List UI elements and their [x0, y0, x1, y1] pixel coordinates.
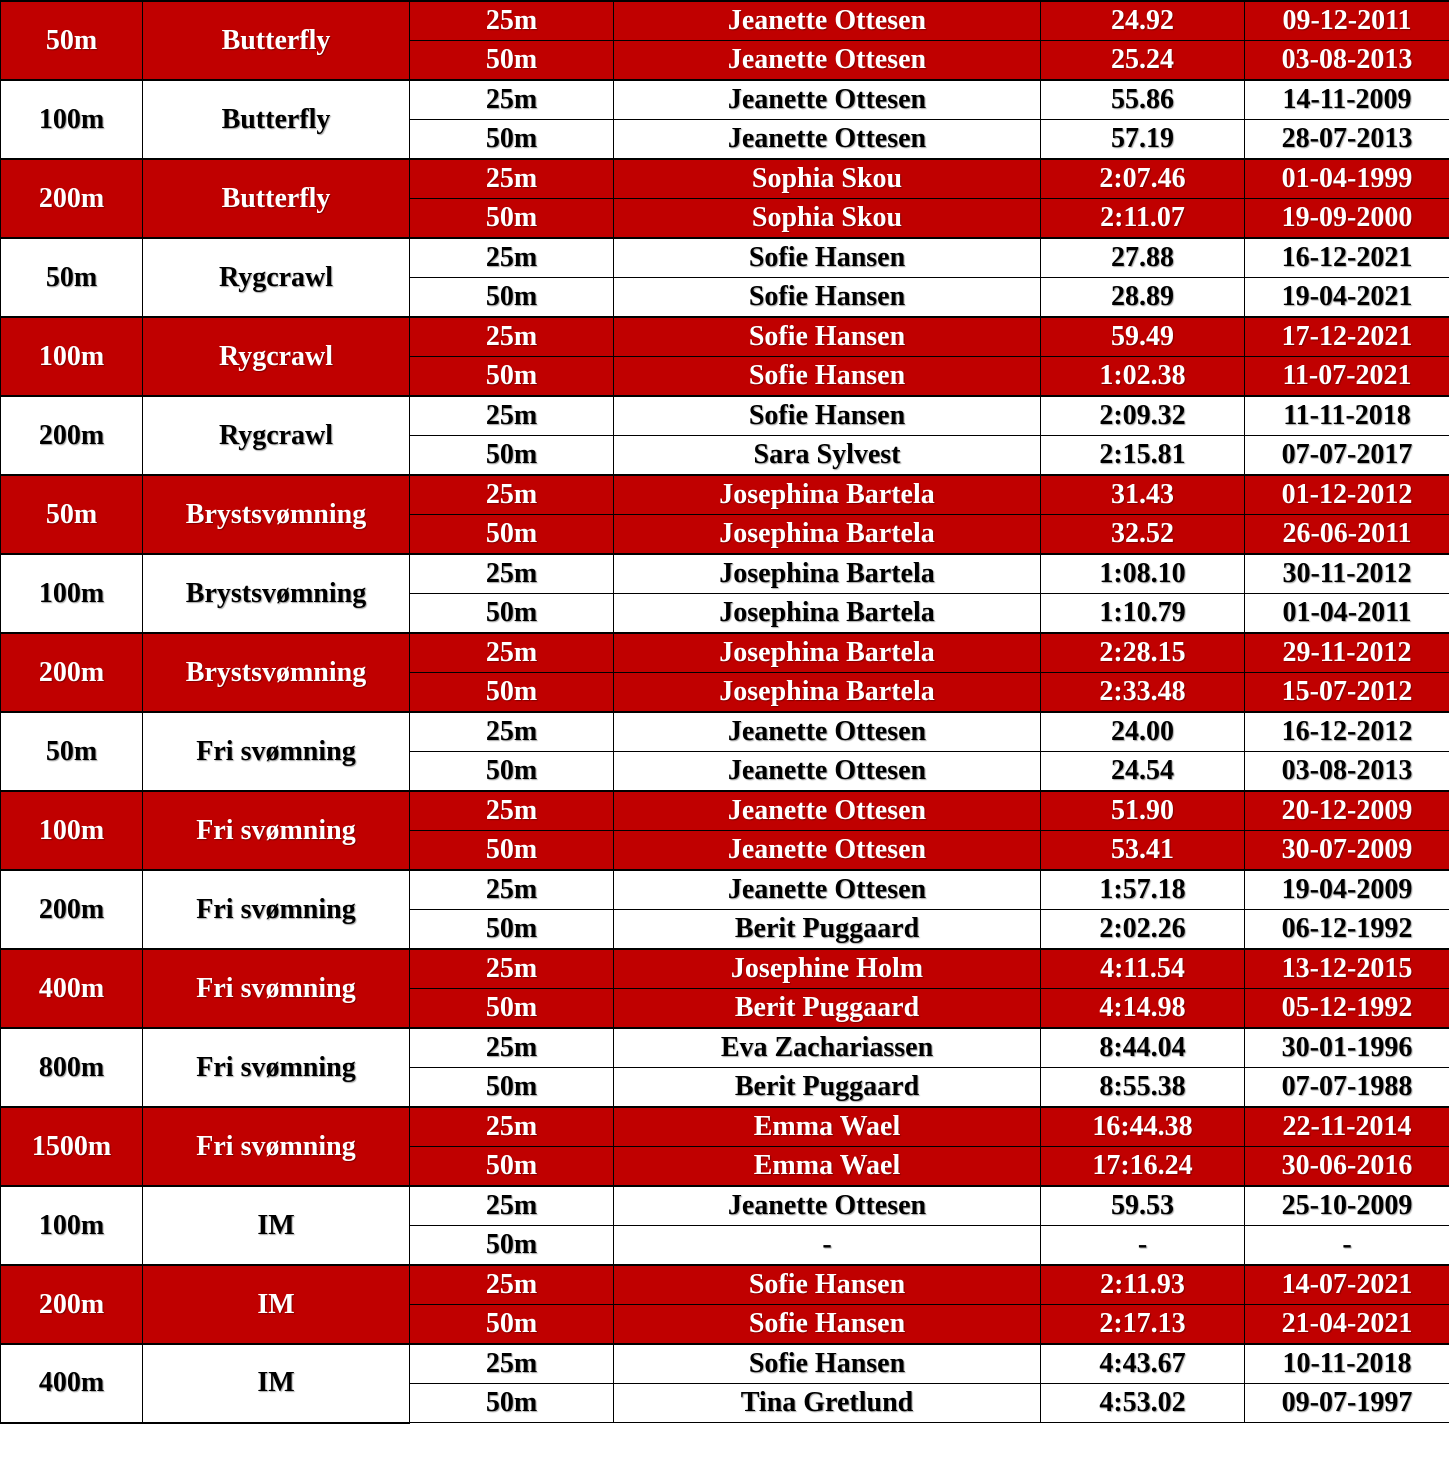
- record-time-cell: 1:10.79: [1041, 594, 1245, 634]
- record-time-cell: 4:14.98: [1041, 989, 1245, 1029]
- table-row: [1, 1265, 1449, 1305]
- record-time-cell: 2:17.13: [1041, 1305, 1245, 1345]
- record-date-cell: 17-12-2021: [1245, 317, 1449, 357]
- event-stroke-cell: Fri svømning: [143, 1028, 410, 1107]
- record-time-cell: 16:44.38: [1041, 1107, 1245, 1147]
- event-stroke-cell: Butterfly: [143, 159, 410, 238]
- record-date-cell: 16-12-2012: [1245, 712, 1449, 752]
- swimmer-name-cell: Sara Sylvest: [614, 436, 1041, 476]
- table-row: [1, 1107, 1449, 1147]
- pool-length-cell: 25m: [410, 791, 614, 831]
- table-row: [1, 1, 1449, 41]
- swimmer-name-cell: Berit Puggaard: [614, 989, 1041, 1029]
- record-time-cell: 2:02.26: [1041, 910, 1245, 950]
- pool-length-cell: 25m: [410, 712, 614, 752]
- record-date-cell: 01-12-2012: [1245, 475, 1449, 515]
- pool-length-cell: 50m: [410, 199, 614, 239]
- swimmer-name-cell: Sofie Hansen: [614, 357, 1041, 397]
- event-distance-cell: 100m: [1, 80, 143, 159]
- pool-length-cell: 50m: [410, 673, 614, 713]
- record-date-cell: 13-12-2015: [1245, 949, 1449, 989]
- record-time-cell: 1:08.10: [1041, 554, 1245, 594]
- swimmer-name-cell: Emma Wael: [614, 1107, 1041, 1147]
- event-distance-cell: 100m: [1, 317, 143, 396]
- pool-length-cell: 50m: [410, 1226, 614, 1266]
- record-date-cell: 19-09-2000: [1245, 199, 1449, 239]
- event-distance-cell: 800m: [1, 1028, 143, 1107]
- table-row: [1, 712, 1449, 752]
- record-date-cell: 14-11-2009: [1245, 80, 1449, 120]
- table-row: [1, 317, 1449, 357]
- table-row: [1, 396, 1449, 436]
- pool-length-cell: 50m: [410, 1068, 614, 1108]
- event-distance-cell: 50m: [1, 712, 143, 791]
- record-date-cell: 30-11-2012: [1245, 554, 1449, 594]
- event-stroke-cell: Brystsvømning: [143, 633, 410, 712]
- swimmer-name-cell: Josephina Bartela: [614, 594, 1041, 634]
- record-date-cell: 03-08-2013: [1245, 41, 1449, 81]
- event-distance-cell: 100m: [1, 791, 143, 870]
- record-time-cell: 28.89: [1041, 278, 1245, 318]
- table-row: [1, 791, 1449, 831]
- record-time-cell: 17:16.24: [1041, 1147, 1245, 1187]
- swimmer-name-cell: Jeanette Ottesen: [614, 752, 1041, 792]
- event-stroke-cell: IM: [143, 1265, 410, 1344]
- swimmer-name-cell: Eva Zachariassen: [614, 1028, 1041, 1068]
- record-time-cell: 57.19: [1041, 120, 1245, 160]
- pool-length-cell: 50m: [410, 910, 614, 950]
- pool-length-cell: 25m: [410, 475, 614, 515]
- pool-length-cell: 25m: [410, 159, 614, 199]
- event-stroke-cell: Fri svømning: [143, 870, 410, 949]
- swimmer-name-cell: Jeanette Ottesen: [614, 831, 1041, 871]
- swimmer-name-cell: Sophia Skou: [614, 199, 1041, 239]
- records-table-body: [1, 1, 1449, 1423]
- table-row: [1, 80, 1449, 120]
- event-distance-cell: 400m: [1, 949, 143, 1028]
- pool-length-cell: 50m: [410, 41, 614, 81]
- record-time-cell: 1:02.38: [1041, 357, 1245, 397]
- event-distance-cell: 200m: [1, 633, 143, 712]
- swimmer-name-cell: Sofie Hansen: [614, 238, 1041, 278]
- table-row: [1, 1028, 1449, 1068]
- pool-length-cell: 50m: [410, 120, 614, 160]
- pool-length-cell: 50m: [410, 278, 614, 318]
- record-date-cell: 09-07-1997: [1245, 1384, 1449, 1423]
- event-distance-cell: 1500m: [1, 1107, 143, 1186]
- record-date-cell: 28-07-2013: [1245, 120, 1449, 160]
- pool-length-cell: 50m: [410, 831, 614, 871]
- record-date-cell: -: [1245, 1226, 1449, 1266]
- swimmer-name-cell: Josephina Bartela: [614, 475, 1041, 515]
- record-date-cell: 30-01-1996: [1245, 1028, 1449, 1068]
- record-time-cell: 4:53.02: [1041, 1384, 1245, 1423]
- pool-length-cell: 25m: [410, 1344, 614, 1384]
- event-distance-cell: 50m: [1, 1, 143, 80]
- pool-length-cell: 25m: [410, 1107, 614, 1147]
- record-time-cell: 51.90: [1041, 791, 1245, 831]
- pool-length-cell: 25m: [410, 317, 614, 357]
- table-row: [1, 238, 1449, 278]
- pool-length-cell: 25m: [410, 633, 614, 673]
- record-time-cell: 55.86: [1041, 80, 1245, 120]
- record-date-cell: 21-04-2021: [1245, 1305, 1449, 1345]
- record-time-cell: -: [1041, 1226, 1245, 1266]
- swimmer-name-cell: Josephina Bartela: [614, 515, 1041, 555]
- record-date-cell: 09-12-2011: [1245, 1, 1449, 41]
- record-time-cell: 24.92: [1041, 1, 1245, 41]
- record-date-cell: 25-10-2009: [1245, 1186, 1449, 1226]
- event-distance-cell: 100m: [1, 554, 143, 633]
- event-stroke-cell: Rygcrawl: [143, 238, 410, 317]
- swimmer-name-cell: Sofie Hansen: [614, 1265, 1041, 1305]
- table-row: [1, 475, 1449, 515]
- pool-length-cell: 25m: [410, 1028, 614, 1068]
- pool-length-cell: 50m: [410, 436, 614, 476]
- swimmer-name-cell: Berit Puggaard: [614, 910, 1041, 950]
- record-time-cell: 59.53: [1041, 1186, 1245, 1226]
- pool-length-cell: 25m: [410, 1186, 614, 1226]
- record-time-cell: 2:09.32: [1041, 396, 1245, 436]
- event-stroke-cell: Rygcrawl: [143, 396, 410, 475]
- record-date-cell: 06-12-1992: [1245, 910, 1449, 950]
- pool-length-cell: 50m: [410, 989, 614, 1029]
- record-time-cell: 31.43: [1041, 475, 1245, 515]
- record-time-cell: 8:55.38: [1041, 1068, 1245, 1108]
- table-row: [1, 554, 1449, 594]
- event-stroke-cell: IM: [143, 1186, 410, 1265]
- pool-length-cell: 25m: [410, 1, 614, 41]
- record-time-cell: 2:33.48: [1041, 673, 1245, 713]
- record-time-cell: 53.41: [1041, 831, 1245, 871]
- swimmer-name-cell: Jeanette Ottesen: [614, 1, 1041, 41]
- event-stroke-cell: Fri svømning: [143, 949, 410, 1028]
- record-date-cell: 01-04-2011: [1245, 594, 1449, 634]
- event-stroke-cell: Rygcrawl: [143, 317, 410, 396]
- record-time-cell: 2:15.81: [1041, 436, 1245, 476]
- record-date-cell: 07-07-2017: [1245, 436, 1449, 476]
- record-date-cell: 19-04-2009: [1245, 870, 1449, 910]
- record-date-cell: 30-06-2016: [1245, 1147, 1449, 1187]
- event-stroke-cell: Butterfly: [143, 1, 410, 80]
- table-row: [1, 870, 1449, 910]
- record-time-cell: 2:07.46: [1041, 159, 1245, 199]
- swimmer-name-cell: Tina Gretlund: [614, 1384, 1041, 1423]
- swimmer-name-cell: Jeanette Ottesen: [614, 791, 1041, 831]
- pool-length-cell: 50m: [410, 1305, 614, 1345]
- pool-length-cell: 25m: [410, 396, 614, 436]
- swimmer-name-cell: Berit Puggaard: [614, 1068, 1041, 1108]
- swimmer-name-cell: Sofie Hansen: [614, 1344, 1041, 1384]
- record-date-cell: 11-07-2021: [1245, 357, 1449, 397]
- pool-length-cell: 25m: [410, 238, 614, 278]
- record-time-cell: 59.49: [1041, 317, 1245, 357]
- swimmer-name-cell: Sofie Hansen: [614, 396, 1041, 436]
- event-distance-cell: 200m: [1, 396, 143, 475]
- record-time-cell: 1:57.18: [1041, 870, 1245, 910]
- pool-length-cell: 50m: [410, 594, 614, 634]
- record-date-cell: 29-11-2012: [1245, 633, 1449, 673]
- pool-length-cell: 25m: [410, 1265, 614, 1305]
- swimmer-name-cell: Josephina Bartela: [614, 633, 1041, 673]
- record-time-cell: 24.54: [1041, 752, 1245, 792]
- pool-length-cell: 25m: [410, 80, 614, 120]
- record-date-cell: 16-12-2021: [1245, 238, 1449, 278]
- record-time-cell: 2:11.07: [1041, 199, 1245, 239]
- event-distance-cell: 100m: [1, 1186, 143, 1265]
- swimmer-name-cell: Jeanette Ottesen: [614, 1186, 1041, 1226]
- event-stroke-cell: Brystsvømning: [143, 475, 410, 554]
- event-distance-cell: 200m: [1, 870, 143, 949]
- record-date-cell: 07-07-1988: [1245, 1068, 1449, 1108]
- swimmer-name-cell: Emma Wael: [614, 1147, 1041, 1187]
- record-time-cell: 25.24: [1041, 41, 1245, 81]
- record-date-cell: 01-04-1999: [1245, 159, 1449, 199]
- record-date-cell: 10-11-2018: [1245, 1344, 1449, 1384]
- record-time-cell: 27.88: [1041, 238, 1245, 278]
- event-stroke-cell: Fri svømning: [143, 1107, 410, 1186]
- table-row: [1, 1344, 1449, 1384]
- record-date-cell: 05-12-1992: [1245, 989, 1449, 1029]
- event-distance-cell: 400m: [1, 1344, 143, 1423]
- event-stroke-cell: IM: [143, 1344, 410, 1423]
- swimmer-name-cell: Sofie Hansen: [614, 1305, 1041, 1345]
- swimmer-name-cell: Sofie Hansen: [614, 317, 1041, 357]
- swimmer-name-cell: Josephina Bartela: [614, 673, 1041, 713]
- record-time-cell: 4:11.54: [1041, 949, 1245, 989]
- record-date-cell: 20-12-2009: [1245, 791, 1449, 831]
- record-time-cell: 8:44.04: [1041, 1028, 1245, 1068]
- event-stroke-cell: Fri svømning: [143, 712, 410, 791]
- pool-length-cell: 50m: [410, 357, 614, 397]
- record-date-cell: 22-11-2014: [1245, 1107, 1449, 1147]
- record-date-cell: 11-11-2018: [1245, 396, 1449, 436]
- pool-length-cell: 25m: [410, 554, 614, 594]
- record-time-cell: 4:43.67: [1041, 1344, 1245, 1384]
- table-row: [1, 1186, 1449, 1226]
- pool-length-cell: 25m: [410, 870, 614, 910]
- event-distance-cell: 50m: [1, 238, 143, 317]
- record-date-cell: 19-04-2021: [1245, 278, 1449, 318]
- record-date-cell: 30-07-2009: [1245, 831, 1449, 871]
- event-distance-cell: 200m: [1, 159, 143, 238]
- record-time-cell: 32.52: [1041, 515, 1245, 555]
- pool-length-cell: 50m: [410, 515, 614, 555]
- swimmer-name-cell: Sofie Hansen: [614, 278, 1041, 318]
- record-time-cell: 2:28.15: [1041, 633, 1245, 673]
- event-distance-cell: 50m: [1, 475, 143, 554]
- pool-length-cell: 50m: [410, 752, 614, 792]
- record-time-cell: 2:11.93: [1041, 1265, 1245, 1305]
- table-row: [1, 633, 1449, 673]
- swimmer-name-cell: Jeanette Ottesen: [614, 712, 1041, 752]
- pool-length-cell: 50m: [410, 1147, 614, 1187]
- record-date-cell: 14-07-2021: [1245, 1265, 1449, 1305]
- swimmer-name-cell: -: [614, 1226, 1041, 1266]
- swimmer-name-cell: Jeanette Ottesen: [614, 80, 1041, 120]
- event-stroke-cell: Butterfly: [143, 80, 410, 159]
- event-stroke-cell: Brystsvømning: [143, 554, 410, 633]
- record-date-cell: 26-06-2011: [1245, 515, 1449, 555]
- pool-length-cell: 25m: [410, 949, 614, 989]
- record-time-cell: 24.00: [1041, 712, 1245, 752]
- pool-length-cell: 50m: [410, 1384, 614, 1423]
- table-row: [1, 159, 1449, 199]
- swimmer-name-cell: Josephina Bartela: [614, 554, 1041, 594]
- table-row: [1, 949, 1449, 989]
- record-date-cell: 15-07-2012: [1245, 673, 1449, 713]
- record-date-cell: 03-08-2013: [1245, 752, 1449, 792]
- swimmer-name-cell: Jeanette Ottesen: [614, 41, 1041, 81]
- swimmer-name-cell: Jeanette Ottesen: [614, 870, 1041, 910]
- swimmer-name-cell: Jeanette Ottesen: [614, 120, 1041, 160]
- swimmer-name-cell: Sophia Skou: [614, 159, 1041, 199]
- swimmer-name-cell: Josephine Holm: [614, 949, 1041, 989]
- event-stroke-cell: Fri svømning: [143, 791, 410, 870]
- event-distance-cell: 200m: [1, 1265, 143, 1344]
